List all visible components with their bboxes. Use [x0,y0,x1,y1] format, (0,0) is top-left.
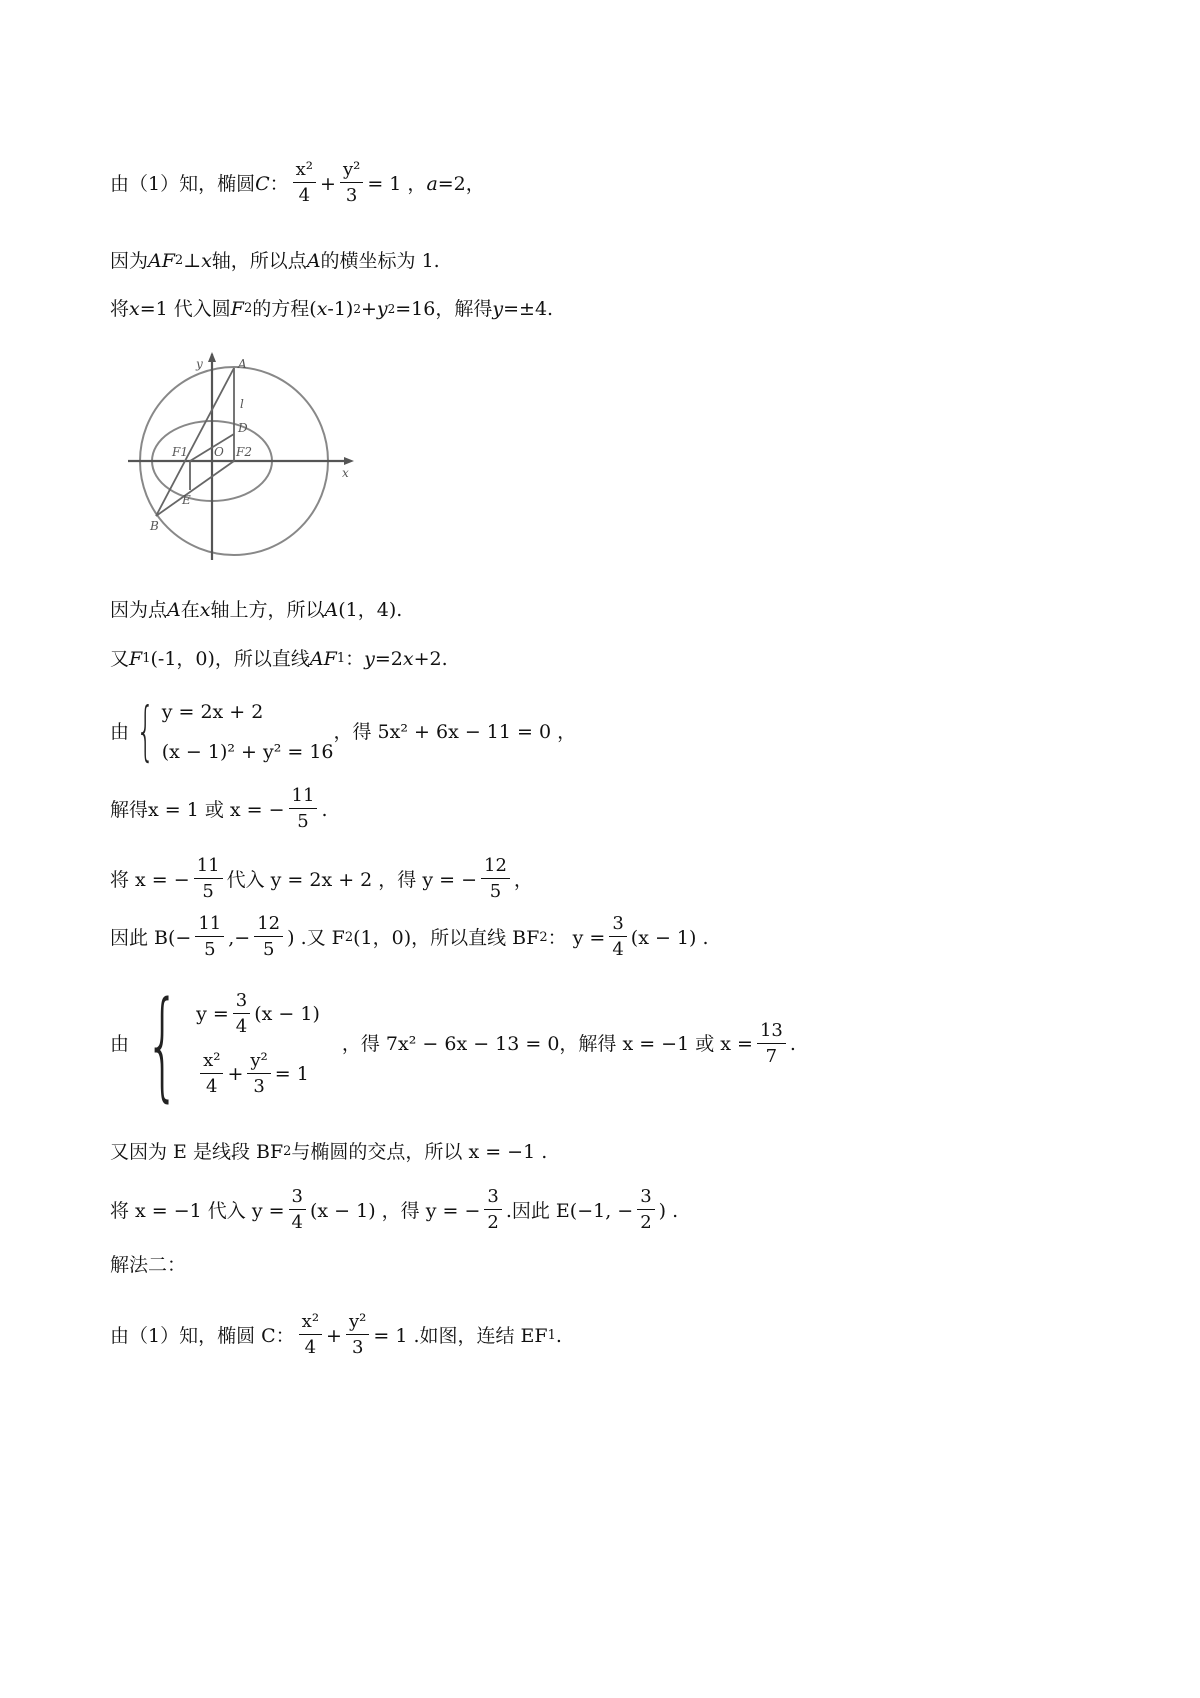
subscript: 2 [283,1144,292,1159]
text: y [364,648,375,670]
fraction [194,854,223,905]
text: 解法二： [110,1254,187,1276]
text: 因此 B(− [110,926,192,949]
text: x [201,250,212,272]
brace: { [136,695,155,769]
text: =1 代入圆 [139,298,231,320]
text: C [255,172,270,195]
line-7 [110,784,328,835]
text: x [129,298,140,320]
text: x = 1 或 x = − [148,798,285,821]
text: =2， [437,172,485,195]
numerator: 11 [195,912,224,937]
label-x: x [342,466,349,480]
numerator: 12 [254,912,283,937]
label-f2: F2 [236,445,252,459]
denominator: 4 [298,185,311,206]
text: =±4. [503,298,554,320]
line-10 [110,975,796,1113]
text: + [360,298,377,320]
text: 由（1）知，椭圆 C： [110,1324,295,1347]
numerator: 11 [289,784,318,809]
text: 又因为 E 是线段 BF [110,1141,284,1163]
line-4 [110,597,402,623]
fraction [757,1019,786,1070]
text: =2 [374,648,403,670]
fraction [254,912,283,963]
fraction [637,1185,654,1236]
line-14 [110,1310,562,1361]
label-y: y [196,357,203,371]
text: +2. [413,648,448,670]
text: 在 [180,599,200,621]
text: x [402,648,414,670]
denominator: 4 [206,1075,218,1097]
numerator: x² [293,158,316,183]
fraction [609,912,626,963]
fraction [233,989,250,1040]
equation: y = 2x + 2 [161,701,264,723]
subscript: 1 [336,651,346,666]
denominator: 5 [202,881,214,902]
text: AF [148,250,175,272]
text: = 1 ， [367,172,427,195]
line-3 [110,296,553,322]
text: 的横坐标为 1. [320,250,440,272]
text: . [555,1324,562,1347]
line-5 [110,646,448,672]
equation-system [129,975,320,1113]
fraction [484,1185,501,1236]
text: ， [513,868,533,891]
numerator: 11 [194,854,223,879]
label-f1: F1 [172,445,188,459]
line-8 [110,854,533,905]
label-l: l [240,397,244,411]
subscript: 2 [243,301,253,316]
text: =16，解得 [395,298,493,320]
numerator: x² [200,1049,223,1074]
subscript: 1 [142,651,151,666]
text: (x − 1) . [630,926,709,949]
numerator: 12 [481,854,510,879]
fraction [200,1049,223,1100]
text: F [129,648,143,670]
denominator: 5 [204,939,216,960]
denominator: 3 [253,1075,265,1097]
text: . [789,1033,796,1055]
fraction [289,1185,306,1236]
denominator: 3 [345,185,358,206]
superscript: 2 [353,302,361,316]
text: x [199,599,211,621]
y-arrow [208,352,216,362]
text: y [492,298,504,320]
numerator: 3 [609,912,626,937]
text: y = [196,1003,229,1025]
text: ，得 7x² − 6x − 13 = 0，解得 x = −1 或 x = [341,1033,753,1055]
label-a: A [238,357,247,371]
text: + [326,1324,342,1347]
subscript: 2 [344,929,354,945]
text: 又 [110,648,130,670]
text: F [230,298,244,320]
equations [162,692,334,772]
text: 将 [110,298,130,320]
fraction [195,912,224,963]
subscript: 2 [539,929,548,945]
denominator: 4 [612,939,624,960]
label-d: D [238,421,248,435]
fraction [481,854,510,905]
denominator: 2 [640,1212,652,1233]
fraction [247,1049,270,1100]
brace: { [145,975,180,1113]
text: x [316,298,328,320]
text: A [306,250,321,272]
numerator: y² [340,158,363,183]
text: 轴，所以点 [211,250,307,272]
numerator: 13 [757,1019,786,1044]
denominator: 5 [262,939,275,960]
text: 与椭圆的交点，所以 x = −1 . [291,1141,548,1163]
text: 将 x = −1 代入 y = [110,1199,285,1222]
denominator: 7 [765,1045,778,1067]
equation [196,984,320,1044]
label-b: B [150,519,159,533]
text: (1，4). [338,599,403,621]
ellipse-circle-figure [110,348,360,570]
equation: (x − 1)² + y² = 16 [161,741,334,763]
text: 由 [110,1033,130,1055]
numerator: 3 [484,1185,501,1210]
fraction [346,1310,369,1361]
line-1 [110,158,485,209]
superscript: 2 [387,302,396,316]
text: ) . [658,1199,679,1222]
text: ) .又 F [287,926,345,949]
numerator: 3 [637,1185,654,1210]
text: + [227,1063,244,1085]
label-e: E [182,493,191,507]
text: 将 x = − [110,868,190,891]
numerator: 3 [233,989,250,1014]
fraction [289,784,318,835]
fraction [299,1310,322,1361]
text: ,− [228,926,251,949]
text: 由（1）知，椭圆 [110,172,256,195]
denominator: 5 [489,881,502,902]
text: AF [309,648,337,670]
equation [196,1044,320,1104]
text: + [320,172,336,195]
text: (-1，0)，所以直线 [150,648,310,670]
text: 由 [110,721,130,743]
text: = 1 .如图，连结 EF [373,1324,548,1347]
text: ： [269,172,289,195]
text: = 1 [274,1063,309,1085]
numerator: x² [299,1310,322,1335]
text: (x − 1) [254,1003,320,1025]
text: . [321,798,328,821]
line-12 [110,1185,678,1236]
denominator: 5 [297,811,309,832]
numerator: 3 [289,1185,306,1210]
denominator: 3 [351,1337,364,1358]
denominator: 4 [304,1337,317,1358]
text: 因为 [110,250,149,272]
text: (x − 1) ，得 y = − [310,1199,481,1222]
text: -1) [327,298,354,320]
denominator: 4 [235,1015,248,1037]
text: ： y = [547,926,606,949]
text: y [376,298,388,320]
text: ，得 5x² + 6x − 11 = 0 ， [333,721,577,743]
subscript: 2 [174,253,184,268]
text: 轴上方，所以 [210,599,325,621]
text: ⊥ [183,250,202,272]
text: 因为点 [110,599,168,621]
line-2 [110,248,440,274]
denominator: 4 [291,1212,303,1233]
text: A [324,599,339,621]
text: 代入 y = 2x + 2 ，得 y = − [226,868,477,891]
subscript: 1 [547,1327,556,1343]
text: .因此 E(−1, − [505,1199,634,1222]
line-11 [110,1139,547,1165]
text: a [426,172,438,195]
fraction [293,158,316,209]
line-13 [110,1252,186,1278]
line-6 [110,692,576,772]
text: 的方程( [252,298,317,320]
equations [196,984,320,1104]
text: (1，0)，所以直线 BF [353,926,540,949]
line-9 [110,912,709,963]
x-arrow [344,457,354,465]
denominator: 2 [487,1212,499,1233]
equation-system [129,692,334,772]
text: 解得 [110,798,149,821]
numerator: y² [346,1310,369,1335]
text: A [167,599,181,621]
text: ： [345,648,365,670]
fraction [340,158,363,209]
label-o: O [214,445,224,459]
numerator: y² [247,1049,270,1074]
